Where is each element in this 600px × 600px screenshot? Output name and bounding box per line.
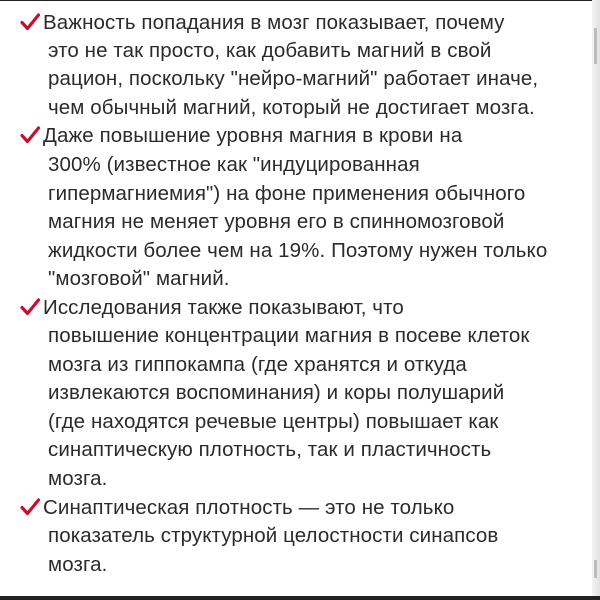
- scan-mark: [594, 560, 597, 578]
- line-text: гипермагниемия") на фоне применения обычного: [48, 182, 526, 205]
- text-line: [48, 95, 535, 121]
- check-mark-icon: [20, 12, 40, 32]
- line-text: извлекаются воспоминания) и коры полушарий: [48, 381, 505, 404]
- line-text: синаптическую плотность, так и пластичность: [48, 438, 492, 461]
- text-line: [48, 38, 491, 64]
- line-text: рацион, поскольку "нейро-магний" работает иначе,: [48, 67, 539, 90]
- text-line: [48, 266, 230, 292]
- text-line: [48, 437, 491, 463]
- text-line: [48, 152, 420, 178]
- line-text: мозга.: [48, 553, 108, 576]
- line-text: Важность попадания в мозг показывает, почему: [43, 11, 505, 34]
- line-text: мозга из гиппокампа (где хранятся и откуда: [48, 353, 467, 376]
- bottom-border: [0, 596, 600, 600]
- page-edge: [592, 0, 600, 596]
- line-text: это не так просто, как добавить магний в свой: [48, 39, 492, 62]
- top-border: [0, 0, 600, 1]
- text-line: [48, 238, 547, 264]
- line-text: "мозговой" магний.: [48, 267, 230, 290]
- line-text: 300% (известное как "индуцированная: [48, 153, 420, 176]
- text-line: [48, 380, 504, 406]
- line-text: Синаптическая плотность — это не только: [43, 496, 455, 519]
- line-text: Исследования также показывают, что: [43, 296, 404, 319]
- text-line: [48, 209, 504, 235]
- check-mark-icon: [20, 497, 40, 517]
- text-line: [20, 123, 462, 149]
- text-line: [20, 495, 454, 521]
- check-mark-icon: [20, 125, 40, 145]
- text-line: [48, 352, 467, 378]
- line-text: повышение концентрации магния в посеве клеток: [48, 324, 530, 347]
- text-line: [48, 552, 107, 578]
- line-text: жидкости более чем на 19%. Поэтому нужен только: [48, 239, 548, 262]
- text-line: [48, 66, 538, 92]
- line-text: чем обычный магний, который не достигает мозга.: [48, 96, 535, 119]
- check-mark-icon: [20, 297, 40, 317]
- text-line: [48, 466, 107, 492]
- line-text: (где находятся речевые центры) повышает как: [48, 410, 499, 433]
- text-line: [20, 295, 404, 321]
- line-text: мозга.: [48, 467, 108, 490]
- line-text: показатель структурной целостности синапсов: [48, 524, 499, 547]
- text-line: [20, 10, 505, 36]
- line-text: магния не меняет уровня его в спинномозговой: [48, 210, 505, 233]
- line-text: Даже повышение уровня магния в крови на: [43, 124, 463, 147]
- text-line: [48, 181, 525, 207]
- text-line: [48, 323, 529, 349]
- text-line: [48, 523, 498, 549]
- text-line: [48, 409, 498, 435]
- scan-mark: [594, 28, 597, 64]
